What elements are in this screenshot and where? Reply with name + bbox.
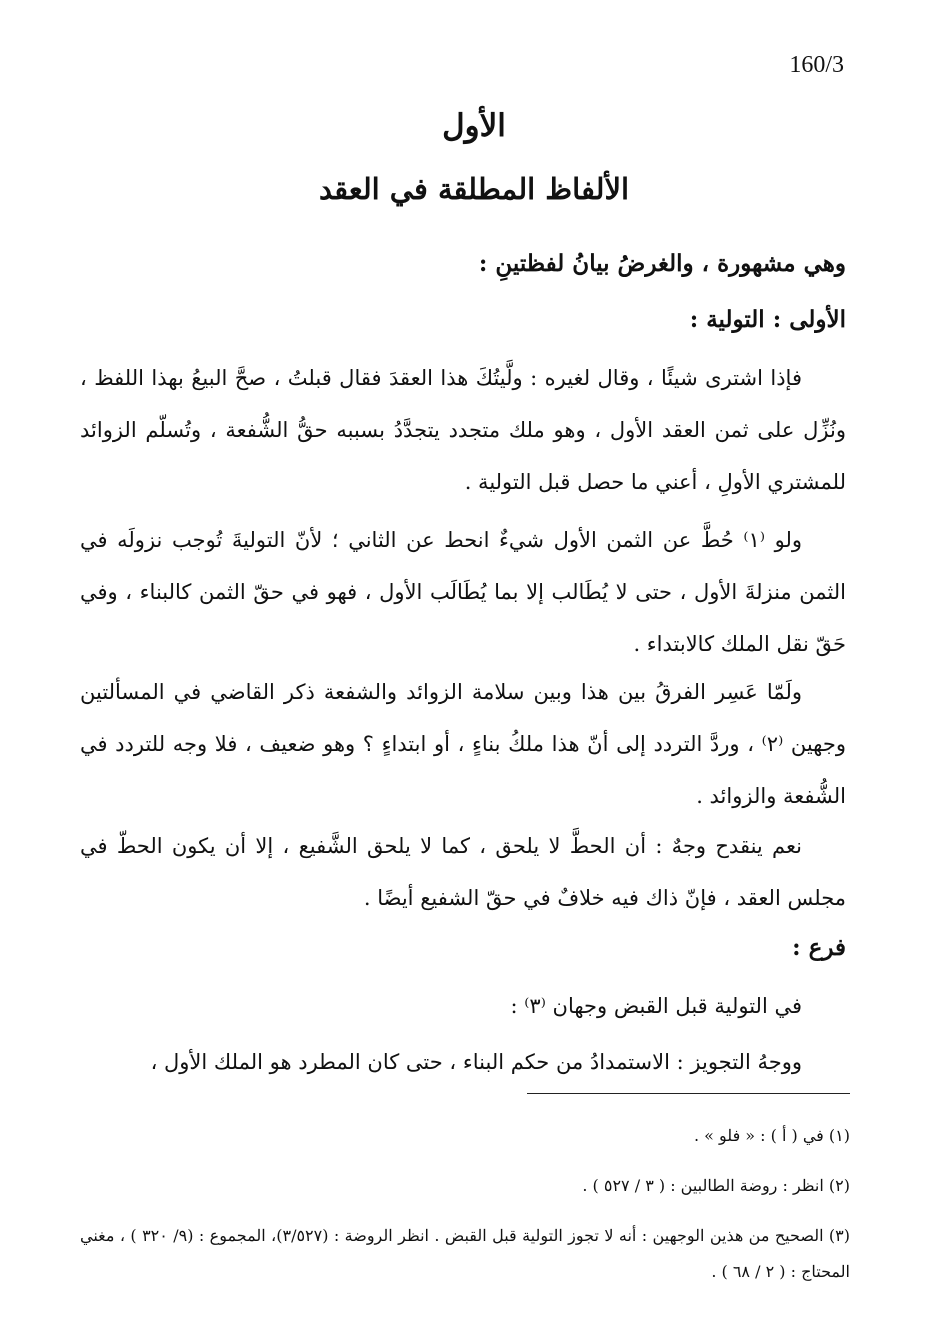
footnote-divider: [527, 1093, 850, 1094]
paragraph-2: ولو ⁽١⁾ حُطَّ عن الثمن الأول شيءٌ انحط عن الثاني ؛ لأنّ التوليةَ تُوجب نزولَه في الثمن منزلةَ الأول ، حتى لا يُطَالب إلا بما يُطَالَب الأول ، فهو في حقّ الثمن كالبناء ، وفي حَقّ نقل الملك كالابتداء .: [80, 528, 846, 656]
footnote-3: (٣) الصحيح من هذين الوجهين : أنه لا تجوز التولية قبل القبض . انظر الروضة : (٣/٥٢٧)، المجموع : (٩/ ٣٢٠ ) ، مغني المحتاج : ( ٢ / ٦٨ ) .: [80, 1226, 851, 1281]
footnote-1: (١) في ( أ ) : « فلو » .: [693, 1126, 850, 1145]
section-subtitle: الألفاظ المطلقة في العقد: [318, 172, 630, 206]
first-term-heading: الأولى : التولية :: [689, 306, 846, 333]
branch-heading: فرع :: [792, 934, 846, 961]
footnote-2: (٢) انظر : روضة الطالبين : ( ٣ / ٥٢٧ ) .: [582, 1176, 850, 1195]
paragraph-4: نعم ينقدح وجهٌ : أن الحطَّ لا يلحق ، كما لا يلحق الشَّفيع ، إلا أن يكون الحطّ في مجلس العقد ، فإنّ ذاك فيه خلافٌ في حقّ الشفيع أيضًا .: [80, 834, 846, 910]
page-number: 160/3: [789, 52, 844, 78]
paragraph-1: فإذا اشترى شيئًا ، وقال لغيره : ولَّيتُكَ هذا العقدَ فقال قبلتُ ، صحَّ البيعُ بهذا اللفظ ، ونُزِّل على ثمن العقد الأول ، وهو ملك متجدد يتجدَّدُ بسببه حقُّ الشُّفعة ، وتُسلّم الزوائد للمشتري الأولِ ، أعني ما حصل قبل التولية .: [80, 366, 846, 494]
intro-line: وهي مشهورة ، والغرضُ بيانُ لفظتينِ :: [478, 250, 846, 277]
section-title: الأول: [442, 108, 506, 144]
branch-paragraph-2: ووجهُ التجويز : الاستمدادُ من حكم البناء ، حتى كان المطرد هو الملك الأول ،: [150, 1050, 802, 1074]
paragraph-3: ولَمّا عَسِر الفرقُ بين هذا وبين سلامة الزوائد والشفعة ذكر القاضي في المسألتين وجهين ⁽٢⁾ ، وردَّ التردد إلى أنّ هذا ملكُ بناءٍ ، أو ابتداءٍ ؟ وهو ضعيف ، فلا وجه للتردد في الشُّفعة والزوائد .: [80, 680, 846, 808]
branch-paragraph-1: في التولية قبل القبض وجهان ⁽٣⁾ :: [510, 994, 802, 1018]
